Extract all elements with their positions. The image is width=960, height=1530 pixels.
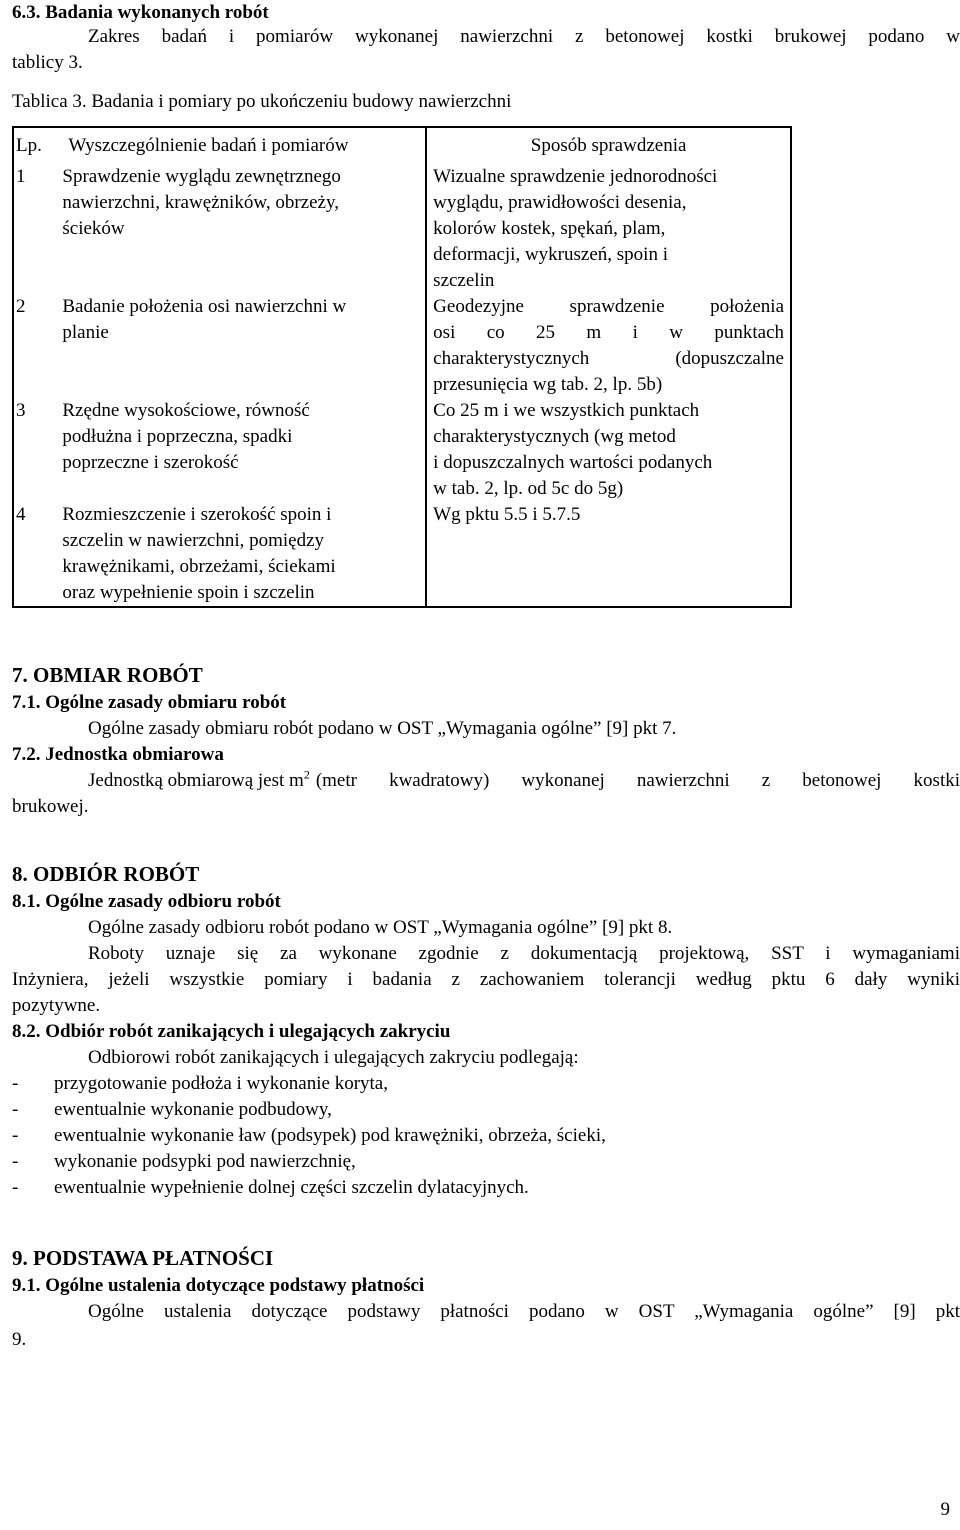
header-lp: Lp. (13, 127, 62, 164)
table-row (13, 294, 791, 398)
row-description: Sprawdzenie wyglądu zewnętrznego nawierzchni, krawężników, obrzeży, ścieków (62, 166, 341, 239)
section-8-2-intro: Odbiorowi robót zanikających i ulegających zakryciu podlegają: (88, 1047, 579, 1068)
section-heading-7-1: 7.1. Ogólne zasady obmiaru robót (12, 692, 287, 713)
section-heading-7: 7. OBMIAR ROBÓT (12, 663, 203, 687)
section-8-1-p2-line1: Roboty uznaje się za wykonane zgodnie z dokumentacją projektową, SST i wymaganiami (88, 943, 960, 964)
row-number: 3 (13, 398, 62, 502)
row-number: 4 (13, 502, 62, 607)
section-heading-8-1: 8.1. Ogólne zasady odbioru robót (12, 891, 281, 912)
list-item: - wykonanie podsypki pod nawierzchnię, (12, 1151, 356, 1172)
list-item: - przygotowanie podłoża i wykonanie koryta, (12, 1073, 388, 1094)
section-9-1-text: Ogólne ustalenia dotyczące podstawy płatności podano w OST „Wymagania ogólne” [9] pkt (88, 1301, 960, 1322)
row-method: Geodezyjne sprawdzenie położenia osi co 25 m i w punktach charakterystycznych (dopuszczalne przesunięcia wg tab. 2, lp. 5b) (426, 294, 791, 398)
row-method: Wizualne sprawdzenie jednorodności wyglądu, prawidłowości desenia, kolorów kostek, spękań, plam, deformacji, wykruszeń, spoin i szczelin (426, 164, 791, 294)
header-description: Wyszczególnienie badań i pomiarów (62, 127, 426, 164)
table-header-row (13, 127, 791, 164)
row-number: 1 (13, 164, 62, 294)
section-7-2-text-line2: brukowej. (12, 796, 89, 817)
section-heading-9-1: 9.1. Ogólne ustalenia dotyczące podstawy płatności (12, 1275, 425, 1296)
list-item: - ewentualnie wykonanie ław (podsypek) pod krawężniki, obrzeża, ścieki, (12, 1125, 606, 1146)
section-heading-8-2: 8.2. Odbiór robót zanikających i ulegających zakryciu (12, 1021, 451, 1042)
list-item: - ewentualnie wykonanie podbudowy, (12, 1099, 332, 1120)
table-caption: Tablica 3. Badania i pomiary po ukończeniu budowy nawierzchni (12, 91, 512, 112)
section-heading-9: 9. PODSTAWA PŁATNOŚCI (12, 1246, 274, 1270)
section-heading-7-2: 7.2. Jednostka obmiarowa (12, 744, 224, 765)
row-method: Co 25 m i we wszystkich punktach charakterystycznych (wg metod i dopuszczalnych wartości podanych w tab. 2, lp. od 5c do 5g) (426, 398, 791, 502)
row-description: Badanie położenia osi nawierzchni w planie (62, 296, 347, 343)
section-6-3-intro-line1: Zakres badań i pomiarów wykonanej nawierzchni z betonowej kostki brukowej podano w (88, 26, 960, 47)
section-8-1-text: Ogólne zasady odbioru robót podano w OST „Wymagania ogólne” [9] pkt 8. (88, 917, 673, 938)
section-6-3-intro-line2: tablicy 3. (12, 52, 83, 73)
row-description: Rozmieszczenie i szerokość spoin i szczelin w nawierzchni, pomiędzy krawężnikami, obrzeżami, ściekami oraz wypełnienie spoin i szczelin (62, 502, 426, 607)
header-method: Sposób sprawdzenia (426, 127, 791, 164)
section-8-1-p2-line2: Inżyniera, jeżeli wszystkie pomiary i badania z zachowaniem tolerancji według pktu 6 dały wyniki (12, 969, 960, 990)
section-heading-8: 8. ODBIÓR ROBÓT (12, 862, 200, 886)
page-number: 9 (940, 1499, 950, 1520)
section-heading-6-3: 6.3. Badania wykonanych robót (12, 2, 269, 23)
row-description: Rzędne wysokościowe, równość podłużna i poprzeczna, spadki poprzeczne i szerokość (62, 400, 310, 473)
list-item: - ewentualnie wypełnienie dolnej części szczelin dylatacyjnych. (12, 1177, 529, 1198)
inspection-table (12, 126, 792, 608)
section-8-1-p2-line3: pozytywne. (12, 995, 101, 1016)
table-row (13, 398, 791, 502)
table-row (13, 502, 791, 607)
row-method: Wg pktu 5.5 i 5.7.5 (426, 502, 791, 607)
table-row (13, 164, 791, 294)
section-9-1-text-line2: 9. (12, 1329, 27, 1350)
row-number: 2 (13, 294, 62, 398)
section-7-1-text: Ogólne zasady obmiaru robót podano w OST „Wymagania ogólne” [9] pkt 7. (88, 718, 677, 739)
section-7-2-text: Jednostką obmiarową jest $m^2$ (metr kwadratowy) wykonanej nawierzchni z betonowej kostki (88, 767, 960, 791)
